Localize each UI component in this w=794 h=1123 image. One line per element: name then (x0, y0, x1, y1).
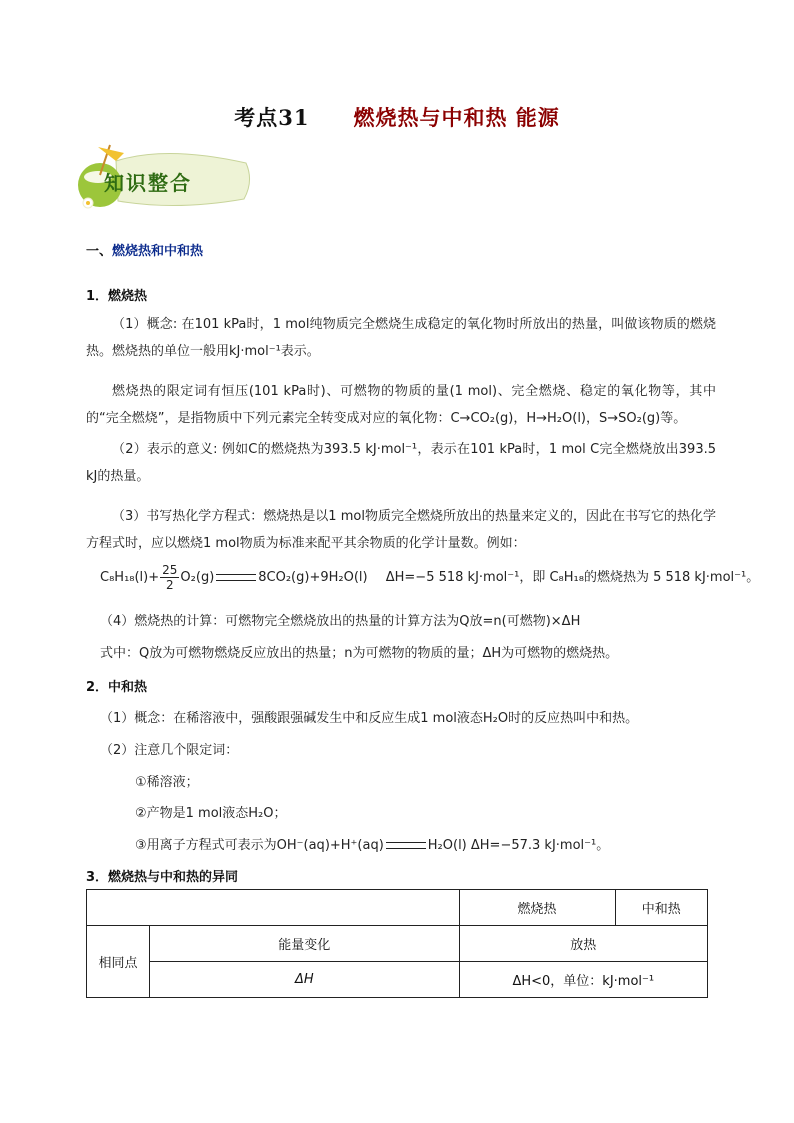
table-group-label: 相同点 (87, 926, 150, 998)
section-prefix: 一、 (86, 244, 113, 259)
table-row-label-energy: 能量变化 (150, 926, 460, 962)
paragraph-calculation: （4）燃烧热的计算：可燃物完全燃烧放出的热量的计算方法为Q放=n(可燃物)×ΔH (100, 614, 581, 629)
table-header-combustion: 燃烧热 (459, 890, 615, 926)
paragraph-neutral-concept: （1）概念：在稀溶液中，强酸跟强碱发生中和反应生成1 mol液态H₂O时的反应热叫中和热。 (100, 711, 639, 726)
fraction-denominator: 2 (165, 578, 174, 592)
equation-product: 8CO₂(g)+9H₂O(l) (258, 570, 368, 585)
ionic-equation-left: ③用离子方程式可表示为OH⁻(aq)+H⁺(aq) (135, 838, 384, 853)
equation-oxygen: O₂(g) (180, 570, 215, 585)
page-title (0, 102, 794, 132)
table-cell-energy: 放热 (459, 926, 707, 962)
subsection-heading-neutralization: 2．中和热 (86, 680, 148, 695)
title-number: 考点31 (234, 105, 310, 130)
fraction (160, 563, 179, 592)
table-header-neutralization: 中和热 (615, 890, 707, 926)
paragraph-qualifiers-intro: （2）注意几个限定词： (100, 743, 239, 758)
ionic-equation-right: H₂O(l) ΔH=−57.3 kJ·mol⁻¹。 (427, 838, 610, 853)
qualifier-item-1: ①稀溶液； (135, 775, 199, 790)
table-row (87, 890, 708, 926)
title-name: 燃烧热与中和热 能源 (353, 105, 560, 130)
table-row (87, 962, 708, 998)
subsection-heading-combustion: 1．燃烧热 (86, 289, 148, 304)
paragraph-concept: （1）概念: 在101 kPa时，1 mol纯物质完全燃烧生成稳定的氧化物时所放出的热量，叫做该物质的燃烧热。燃烧热的单位一般用kJ·mol⁻¹表示。 (86, 317, 716, 359)
equals-sign-icon (216, 574, 256, 581)
equation-reactant: C₈H₁₈(l)+ (100, 570, 160, 585)
table-cell-dh: ΔH<0，单位：kJ·mol⁻¹ (459, 962, 707, 998)
subsection-heading-comparison: 3．燃烧热与中和热的异同 (86, 870, 239, 885)
paragraph-formula-note: 式中：Q放为可燃物燃烧反应放出的热量；n为可燃物的物质的量；ΔH为可燃物的燃烧热。 (100, 646, 619, 661)
paragraph-qualifiers: 燃烧热的限定词有恒压(101 kPa时)、可燃物的物质的量(1 mol)、完全燃烧、稳定的氧化物等，其中的“完全燃烧”，是指物质中下列元素完全转变成对应的氧化物：C→CO₂(g)，H→H₂O(l)，S→SO₂(g)等。 (86, 384, 716, 426)
equals-sign-icon (386, 842, 426, 849)
fraction-numerator: 25 (162, 563, 178, 577)
table-row-label-dh: ΔH (150, 962, 460, 998)
section-title: 燃烧热和中和热 (112, 244, 204, 259)
section-heading (86, 240, 203, 259)
equation-enthalpy: ΔH=−5 518 kJ·mol⁻¹，即 C₈H₁₈的燃烧热为 5 518 kJ·mol⁻¹。 (385, 570, 760, 585)
badge-label: 知识整合 (104, 171, 192, 195)
table-cell-empty (87, 890, 460, 926)
paragraph-equation-intro: （3）书写热化学方程式：燃烧热是以1 mol物质完全燃烧所放出的热量来定义的，因此在书写它的热化学方程式时，应以燃烧1 mol物质为标准来配平其余物质的化学计量数。例如： (86, 509, 716, 551)
qualifier-item-3 (135, 834, 609, 853)
comparison-table (86, 889, 708, 998)
qualifier-item-2: ②产物是1 mol液态H₂O； (135, 806, 287, 821)
paragraph-meaning: （2）表示的意义: 例如C的燃烧热为393.5 kJ·mol⁻¹，表示在101 kPa时，1 mol C完全燃烧放出393.5 kJ的热量。 (86, 442, 716, 484)
table-row (87, 926, 708, 962)
thermo-equation (100, 563, 759, 592)
